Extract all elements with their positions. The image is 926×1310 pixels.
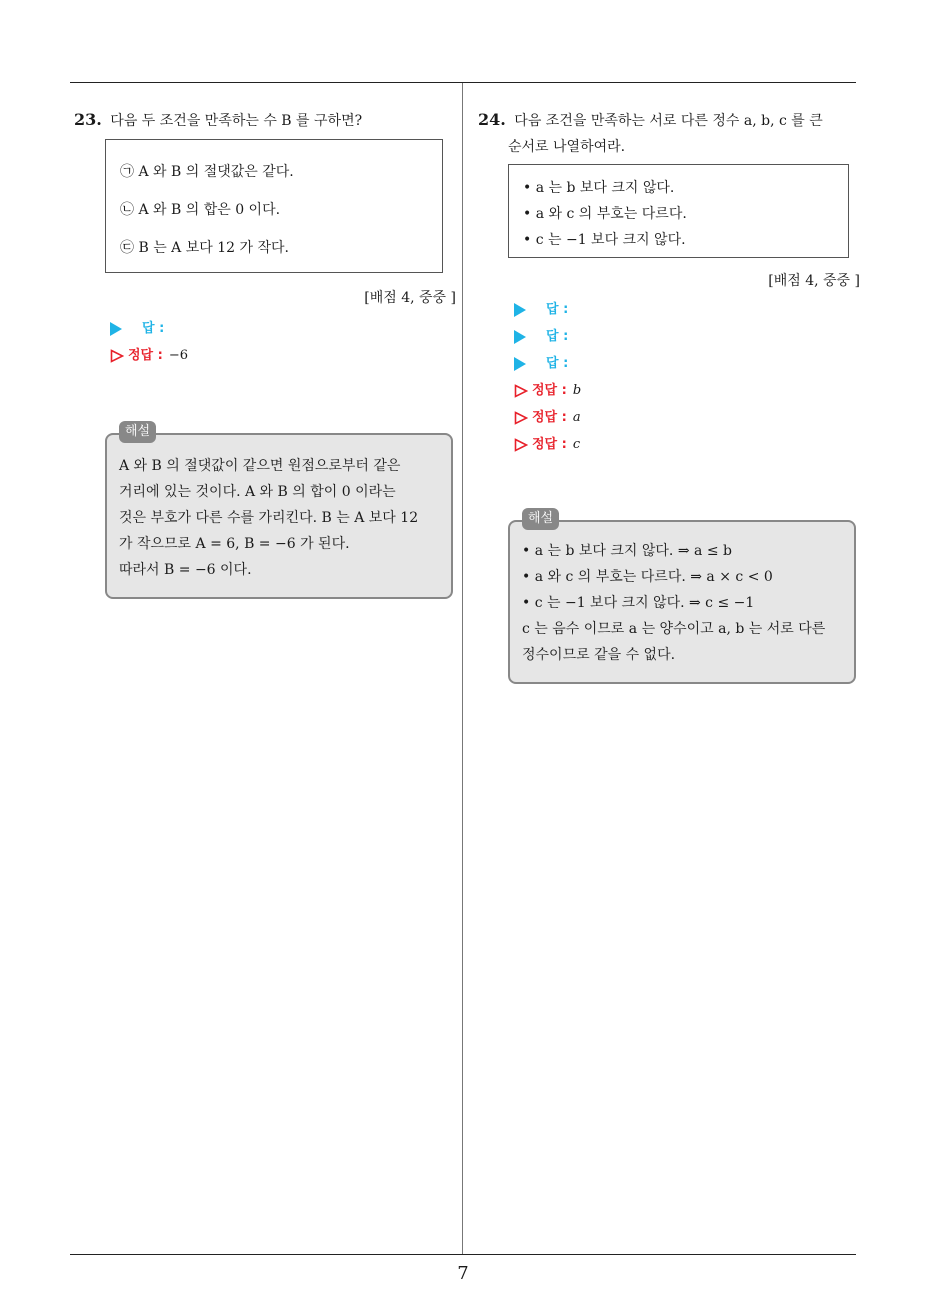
q23-solution-line-5: 따라서 B = −6 이다. xyxy=(119,562,252,578)
q24-correct-value-3: c xyxy=(572,437,581,452)
question-23 xyxy=(74,107,456,599)
q23-solution-tag: 해설 xyxy=(119,421,156,443)
q23-solution xyxy=(105,424,453,599)
outline-triangle-icon xyxy=(514,411,528,425)
q24-number: 24. xyxy=(478,110,506,129)
q24-correct-label-1: 정답 : xyxy=(532,383,567,398)
q24-solution-box xyxy=(508,520,856,684)
question-24 xyxy=(478,107,860,684)
q23-number: 23. xyxy=(74,110,102,129)
q24-solution-line-3: • c 는 −1 보다 크지 않다. ⇒ c ≤ −1 xyxy=(522,595,755,611)
q24-answer-label-1: 답 : xyxy=(546,302,569,317)
outline-triangle-icon xyxy=(514,384,528,398)
q23-correct-value: −6 xyxy=(168,348,189,363)
play-triangle-icon xyxy=(514,357,526,371)
q24-solution xyxy=(508,511,856,684)
q23-condition-3: ㉢ B 는 A 보다 12 가 작다. xyxy=(120,240,289,256)
q24-prompt-line-1 xyxy=(478,107,860,134)
play-triangle-icon xyxy=(514,330,526,344)
q24-solution-tag: 해설 xyxy=(522,508,559,530)
q24-answer-row-2 xyxy=(514,323,860,350)
header-rule xyxy=(70,82,856,83)
q24-score: [배점 4, 중중 ] xyxy=(768,273,860,289)
q23-answer-row xyxy=(110,315,456,342)
q23-answer-label: 답 : xyxy=(142,321,165,336)
q24-solution-line-2: • a 와 c 의 부호는 다르다. ⇒ a × c < 0 xyxy=(522,569,773,585)
q24-solution-line-1: • a 는 b 보다 크지 않다. ⇒ a ≤ b xyxy=(522,543,732,559)
q24-text-line-1: 다음 조건을 만족하는 서로 다른 정수 a, b, c 를 큰 xyxy=(514,113,823,129)
outline-triangle-icon xyxy=(514,438,528,452)
column-divider xyxy=(462,83,463,1255)
q23-solution-line-4: 가 작으므로 A = 6, B = −6 가 된다. xyxy=(119,536,350,552)
q24-correct-row-2 xyxy=(514,404,860,431)
q24-correct-label-2: 정답 : xyxy=(532,410,567,425)
q24-answer-label-2: 답 : xyxy=(546,329,569,344)
q23-text: 다음 두 조건을 만족하는 수 B 를 구하면? xyxy=(110,113,363,129)
q24-condition-2: • a 와 c 의 부호는 다르다. xyxy=(523,206,687,222)
q24-answer-row-3 xyxy=(514,350,860,377)
q24-solution-line-5: 정수이므로 같을 수 없다. xyxy=(522,647,676,663)
q24-solution-line-4: c 는 음수 이므로 a 는 양수이고 a, b 는 서로 다른 xyxy=(522,621,826,637)
q24-correct-label-3: 정답 : xyxy=(532,437,567,452)
q23-solution-line-1: A 와 B 의 절댓값이 같으면 원점으로부터 같은 xyxy=(119,458,401,474)
q24-correct-row-1 xyxy=(514,377,860,404)
q23-correct-row xyxy=(110,342,456,369)
q24-correct-row-3 xyxy=(514,431,860,458)
q23-score: [배점 4, 중중 ] xyxy=(364,290,456,306)
q24-answer-row-1 xyxy=(514,296,860,323)
q23-solution-line-3: 것은 부호가 다른 수를 가리킨다. B 는 A 보다 12 xyxy=(119,510,419,526)
q24-answer-label-3: 답 : xyxy=(546,356,569,371)
q24-condition-3: • c 는 −1 보다 크지 않다. xyxy=(523,232,686,248)
q24-conditions-box xyxy=(508,164,849,258)
q23-conditions-box xyxy=(105,139,443,273)
q23-condition-2: ㉡ A 와 B 의 합은 0 이다. xyxy=(120,202,281,218)
page-number: 7 xyxy=(457,1263,469,1284)
outline-triangle-icon xyxy=(110,349,124,363)
q24-text-line-2: 순서로 나열하여라. xyxy=(508,139,626,155)
q23-correct-label: 정답 : xyxy=(128,348,163,363)
q24-correct-value-2: a xyxy=(572,410,581,425)
q24-condition-1: • a 는 b 보다 크지 않다. xyxy=(523,180,675,196)
q24-correct-value-1: b xyxy=(572,383,582,398)
q23-prompt xyxy=(74,107,456,134)
play-triangle-icon xyxy=(110,322,122,336)
play-triangle-icon xyxy=(514,303,526,317)
footer-rule xyxy=(70,1254,856,1255)
q23-solution-box xyxy=(105,433,453,599)
q23-condition-1: ㉠ A 와 B 의 절댓값은 같다. xyxy=(120,164,294,180)
q23-solution-line-2: 거리에 있는 것이다. A 와 B 의 합이 0 이라는 xyxy=(119,484,396,500)
